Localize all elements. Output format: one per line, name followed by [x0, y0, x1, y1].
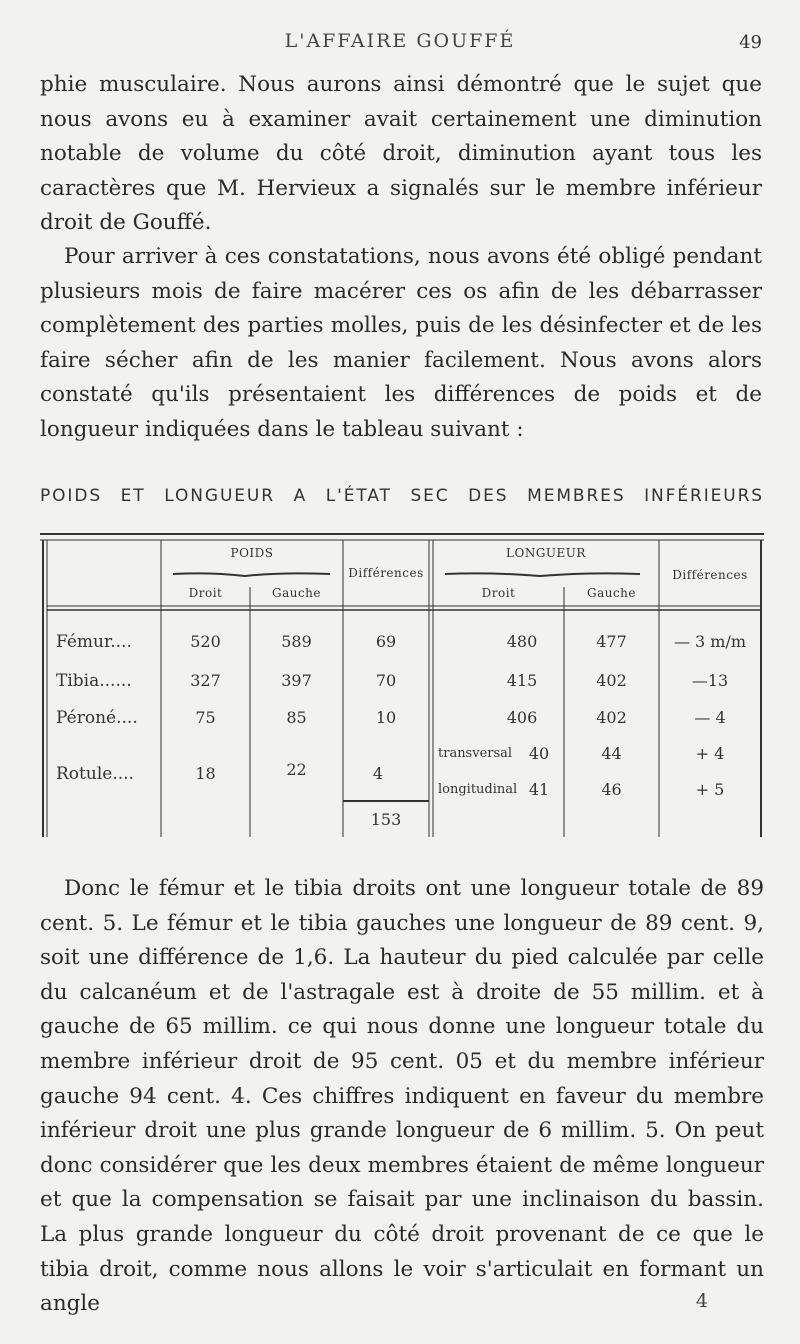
total-diff: 153 [370, 810, 402, 829]
perone-poids-droit: 75 [195, 708, 216, 727]
perone-long-droit: 406 [506, 708, 538, 727]
perone-poids-gauche: 85 [286, 708, 307, 727]
femur-long-gauche: 477 [596, 632, 627, 651]
rotule-longitudinal-value: 41 [528, 780, 550, 799]
paragraph-2: Pour arriver à ces constatations, nous avons été obligé pendant plusieurs mois de faire macérer ces os afin de les débarrasser complètement des parties molles, puis de les désinfecter et de les faire sécher afin de les manier facilement. Nous avons alors constaté qu'ils présentaient les différences de poids et de longueur indiquées dans le tableau suivant : [40, 244, 762, 442]
rotule-longitudinal-label: longitudinal [438, 782, 518, 797]
running-head [0, 30, 800, 60]
femur-poids-droit: 520 [190, 632, 221, 651]
rotule-diff: 4 [372, 764, 384, 783]
rotule-poids-gauche: 22 [286, 760, 307, 779]
paragraph-3: Donc le fémur et le tibia droits ont une longueur totale de 89 cent. 5. Le fémur et le tibia gauches une longueur de 89 cent. 9, soit une différence de 1,6. La hauteur du pied calculée par celle du calcanéum et de l'astragale est à droite de 55 millim. et à gauche de 65 millim. ce qui nous donne une longueur totale du membre inférieur droit de 95 cent. 05 et du membre inférieur gauche 94 cent. 4. Ces chiffres indiquent en faveur du membre inférieur droit une plus grande longueur de 6 millim. 5. On peut donc considérer que les deux membres étaient de même longueur et que la compensation se faisait par une inclinaison du bassin. La plus grande longueur du côté droit provenant de ce que le tibia droit, comme nous allons le voir s'articulait en formant un angle [40, 876, 764, 1317]
perone-diff: 10 [375, 708, 397, 727]
longueur-droit-header: Droit [481, 586, 516, 600]
femur-diff: 69 [375, 632, 397, 651]
rotule-transversal-diff: + 4 [695, 744, 725, 763]
running-title: L'AFFAIRE GOUFFÉ [284, 30, 516, 52]
perone-long-gauche: 402 [596, 708, 627, 727]
measurements-table [40, 532, 764, 840]
rotule-transversal-label: transversal [438, 746, 513, 761]
tibia-long-gauche: 402 [596, 671, 627, 690]
row-label-rotule: Rotule.... [56, 764, 134, 784]
longueur-header: LONGUEUR [506, 546, 586, 560]
signature-mark: 4 [695, 1290, 708, 1312]
poids-header: POIDS [230, 546, 274, 560]
perone-diff-long: — 4 [694, 708, 726, 727]
longueur-gauche-header: Gauche [586, 586, 637, 600]
rotule-longitudinal-diff: + 5 [695, 780, 725, 799]
paragraph-1: phie musculaire. Nous aurons ainsi démontré que le sujet que nous avons eu à examiner avait certainement une diminution notable de volume du côté droit, diminution ayant tous les caractères que M. Hervieux a signalés sur le membre inférieur droit de Gouffé. [40, 72, 762, 235]
rotule-poids-droit: 18 [195, 764, 216, 783]
poids-droit-header: Droit [188, 586, 223, 600]
row-label-femur: Fémur.... [56, 632, 132, 652]
femur-diff-long: — 3 m/m [673, 632, 747, 651]
femur-poids-gauche: 589 [281, 632, 312, 651]
table-caption: POIDS ET LONGUEUR A L'ÉTAT SEC DES MEMBRES INFÉRIEURS [40, 486, 764, 506]
tibia-long-droit: 415 [506, 671, 538, 690]
rotule-transversal-value: 40 [528, 744, 550, 763]
tibia-poids-gauche: 397 [281, 671, 312, 690]
rotule-transversal-gauche: 44 [601, 744, 622, 763]
differences-header: Différences [348, 566, 424, 580]
femur-long-droit: 480 [506, 632, 538, 651]
poids-gauche-header: Gauche [271, 586, 322, 600]
tibia-diff: 70 [375, 671, 397, 690]
tibia-diff-long: —13 [691, 671, 729, 690]
row-label-tibia: Tibia...... [56, 671, 132, 691]
tibia-poids-droit: 327 [190, 671, 221, 690]
differences-header-2: Différences [672, 568, 748, 582]
row-label-perone: Péroné.... [56, 708, 138, 728]
page-number: 49 [739, 32, 762, 53]
rotule-longitudinal-gauche: 46 [601, 780, 622, 799]
